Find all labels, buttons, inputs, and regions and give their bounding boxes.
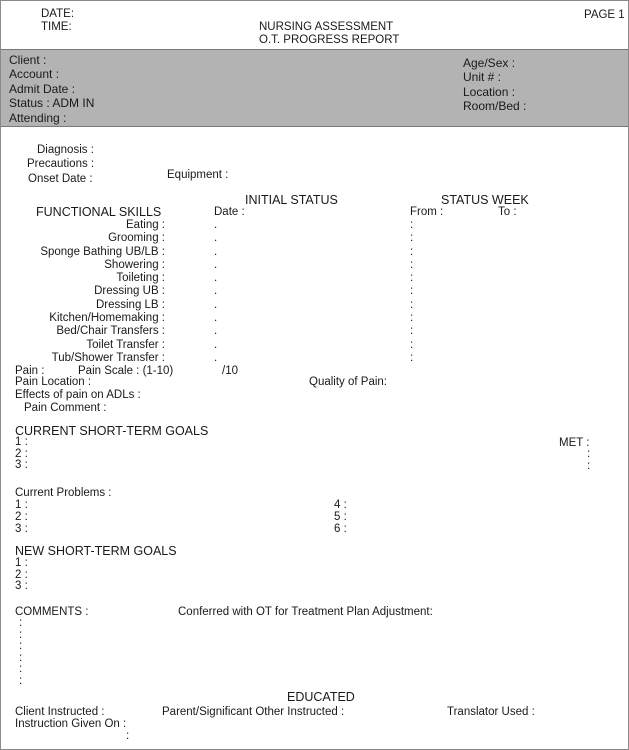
week-mark: : (410, 338, 414, 351)
skill-bed-chair-transfers: Bed/Chair Transfers : (56, 325, 165, 338)
skill-grooming: Grooming : (108, 232, 165, 245)
problem-item: 6 : (334, 523, 347, 536)
new-goals-heading: NEW SHORT-TERM GOALS (15, 544, 177, 558)
week-mark: : (410, 219, 414, 231)
account-field: Account : (9, 67, 60, 82)
initial-mark: . (214, 312, 218, 325)
initial-mark: . (214, 338, 218, 351)
client-info-band (1, 49, 628, 127)
new-goal-item: 1 : (15, 557, 28, 569)
pain-scale-label: Pain Scale : (1-10) (78, 365, 174, 377)
initial-date-label: Date : (214, 206, 245, 218)
functional-skills-heading: FUNCTIONAL SKILLS (36, 205, 162, 219)
client-info-right (463, 56, 526, 114)
initial-mark: . (214, 245, 218, 258)
goals-met-label: MET : (559, 437, 590, 449)
onset-date-label: Onset Date : (28, 173, 93, 185)
diagnosis-label: Diagnosis : (37, 144, 94, 156)
week-mark: : (410, 312, 414, 325)
week-mark: : (410, 245, 414, 258)
age-sex-field: Age/Sex : (463, 56, 516, 70)
location-field: Location : (463, 84, 516, 99)
initial-mark: . (214, 325, 218, 338)
comment-mark: : (19, 663, 23, 676)
initial-status-marks (214, 219, 217, 365)
week-mark: : (410, 285, 414, 298)
initial-mark: . (214, 351, 218, 364)
comment-mark: : (19, 617, 23, 629)
educated-heading: EDUCATED (287, 690, 355, 704)
current-goals-list (15, 437, 28, 472)
comment-mark: : (19, 674, 23, 687)
current-goal-item: 1 : (15, 436, 28, 448)
precautions-label: Precautions : (27, 158, 95, 170)
pain-label: Pain : (15, 365, 45, 377)
client-info-left (9, 53, 94, 125)
initial-status-heading: INITIAL STATUS (245, 193, 338, 207)
skill-dressing-lb: Dressing LB : (95, 298, 165, 311)
instruction-given-mark: : (126, 730, 130, 742)
status-week-marks (410, 219, 413, 365)
current-goals-heading: CURRENT SHORT-TERM GOALS (15, 424, 209, 438)
pain-effects-label: Effects of pain on ADLs : (15, 389, 141, 401)
initial-mark: . (214, 219, 218, 231)
week-mark: : (410, 258, 414, 271)
week-to-label: To : (498, 206, 517, 218)
unit-number-field: Unit # : (463, 70, 502, 85)
parent-instructed-label: Parent/Significant Other Instructed : (162, 706, 345, 718)
problem-item: 1 : (15, 499, 28, 511)
problem-item: 2 : (15, 511, 28, 524)
client-field: Client : (9, 53, 47, 67)
status-week-heading: STATUS WEEK (441, 193, 529, 207)
initial-mark: . (214, 285, 218, 298)
comments-marks (19, 618, 22, 688)
pain-location-label: Pain Location : (15, 376, 92, 388)
met-mark: : (587, 448, 591, 460)
status-field: Status : ADM IN (9, 96, 95, 111)
skill-sponge-bathing: Sponge Bathing UB/LB : (40, 245, 165, 258)
date-label: DATE: (41, 8, 75, 20)
skill-showering: Showering : (104, 258, 165, 271)
week-mark: : (410, 351, 414, 364)
skill-tub-shower-transfer: Tub/Shower Transfer : (51, 351, 165, 364)
new-goal-item: 2 : (15, 568, 28, 581)
current-goal-item: 3 : (15, 459, 28, 472)
current-goal-item: 2 : (15, 447, 28, 460)
time-label: TIME: (41, 21, 72, 33)
equipment-label: Equipment : (167, 169, 229, 181)
instruction-given-label: Instruction Given On : (15, 718, 127, 730)
problem-item: 5 : (334, 511, 347, 524)
pain-scale-max: /10 (222, 365, 238, 377)
problems-left-list (15, 499, 28, 536)
initial-mark: . (214, 232, 218, 245)
met-mark: : (587, 459, 591, 472)
initial-mark: . (214, 272, 218, 285)
comments-label: COMMENTS : (15, 606, 89, 618)
goals-met-marks (587, 449, 590, 472)
conferred-with-ot-label: Conferred with OT for Treatment Plan Adjustment: (178, 606, 433, 618)
report-title-line2: O.T. PROGRESS REPORT (259, 34, 400, 46)
comment-mark: : (19, 640, 23, 653)
pain-comment-label: Pain Comment : (24, 402, 107, 414)
functional-skills-list (1, 219, 165, 365)
week-mark: : (410, 298, 414, 311)
attending-field: Attending : (9, 110, 67, 125)
initial-mark: . (214, 298, 218, 311)
week-from-label: From : (410, 206, 444, 218)
client-instructed-label: Client Instructed : (15, 706, 105, 718)
comment-mark: : (19, 651, 23, 664)
problems-right-list (334, 499, 347, 536)
week-mark: : (410, 272, 414, 285)
current-problems-heading: Current Problems : (15, 487, 112, 499)
skill-toileting: Toileting : (116, 272, 165, 285)
initial-mark: . (214, 258, 218, 271)
quality-of-pain-label: Quality of Pain: (309, 376, 387, 388)
translator-used-label: Translator Used : (447, 706, 535, 718)
new-goals-list (15, 558, 28, 593)
report-title-line1: NURSING ASSESSMENT (259, 21, 394, 33)
page-number: PAGE 1 (584, 9, 625, 21)
problem-item: 3 : (15, 523, 28, 536)
new-goal-item: 3 : (15, 580, 28, 593)
week-mark: : (410, 325, 414, 338)
skill-dressing-ub: Dressing UB : (94, 285, 165, 298)
skill-toilet-transfer: Toilet Transfer : (86, 338, 165, 351)
problem-item: 4 : (334, 499, 347, 511)
comment-mark: : (19, 628, 23, 641)
week-mark: : (410, 232, 414, 245)
skill-kitchen-homemaking: Kitchen/Homemaking : (49, 312, 165, 325)
room-bed-field: Room/Bed : (463, 99, 527, 114)
skill-eating: Eating : (126, 219, 165, 231)
admit-date-field: Admit Date : (9, 81, 76, 96)
